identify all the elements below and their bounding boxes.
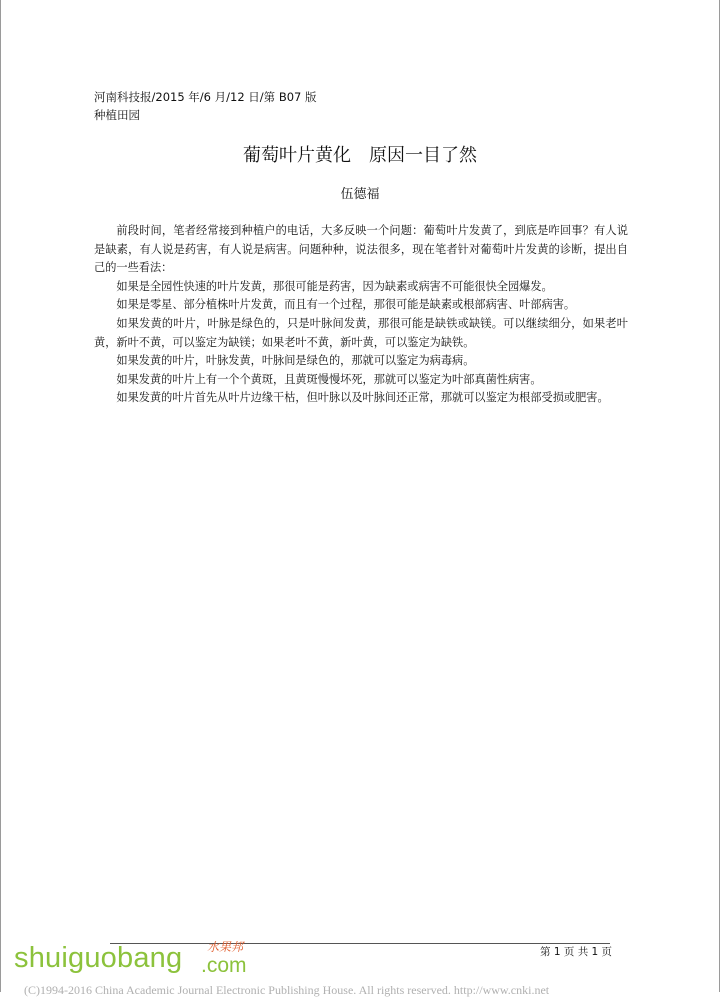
- paragraph: 如果发黄的叶片上有一个个黄斑，且黄斑慢慢坏死，那就可以鉴定为叶部真菌性病害。: [116, 372, 542, 386]
- source-citation: 河南科技报/2015 年/6 月/12 日/第 B07 版: [94, 90, 317, 104]
- watermark-chinese-text: 水果邦: [207, 940, 244, 954]
- site-watermark-logo: [14, 936, 274, 982]
- page-indicator: 第 1 页 共 1 页: [540, 946, 613, 958]
- copyright-notice: (C)1994-2016 China Academic Journal Electronic Publishing House. All rights reserved. http://www.cnki.net: [24, 983, 550, 997]
- paragraph: 如果发黄的叶片，叶脉发黄，叶脉间是绿色的，那就可以鉴定为病毒病。: [116, 354, 475, 368]
- article-title: 葡萄叶片黄化 原因一目了然: [243, 145, 477, 166]
- watermark-domain-suffix: .com: [201, 954, 247, 977]
- paragraph: 如果是零星、部分植株叶片发黄，而且有一个过程，那很可能是缺素或根部病害、叶部病害。: [116, 298, 576, 312]
- paragraph: 如果发黄的叶片首先从叶片边缘干枯，但叶脉以及叶脉间还正常，那就可以鉴定为根部受损或肥害。: [116, 391, 609, 405]
- paragraph: 如果是全园性快速的叶片发黄，那很可能是药害，因为缺素或病害不可能很快全园爆发。: [116, 279, 553, 293]
- column-name: 种植田园: [94, 108, 140, 122]
- paragraph: 前段时间，笔者经常接到种植户的电话，大多反映一个问题：葡萄叶片发黄了，到底是咋回事？有人说是缺素，有人说是药害，有人说是病害。问题种种，说法很多，现在笔者针对葡萄叶片发黄的诊断，提出自己的一些看法：: [94, 224, 628, 275]
- article-author: 伍德福: [340, 187, 380, 202]
- article-body: [94, 222, 628, 408]
- paragraph: 如果发黄的叶片，叶脉是绿色的，只是叶脉间发黄，那很可能是缺铁或缺镁。可以继续细分，如果老叶黄，新叶不黄，可以鉴定为缺镁；如果老叶不黄，新叶黄，可以鉴定为缺铁。: [94, 316, 628, 349]
- watermark-main-text: shuiguobang: [14, 942, 183, 974]
